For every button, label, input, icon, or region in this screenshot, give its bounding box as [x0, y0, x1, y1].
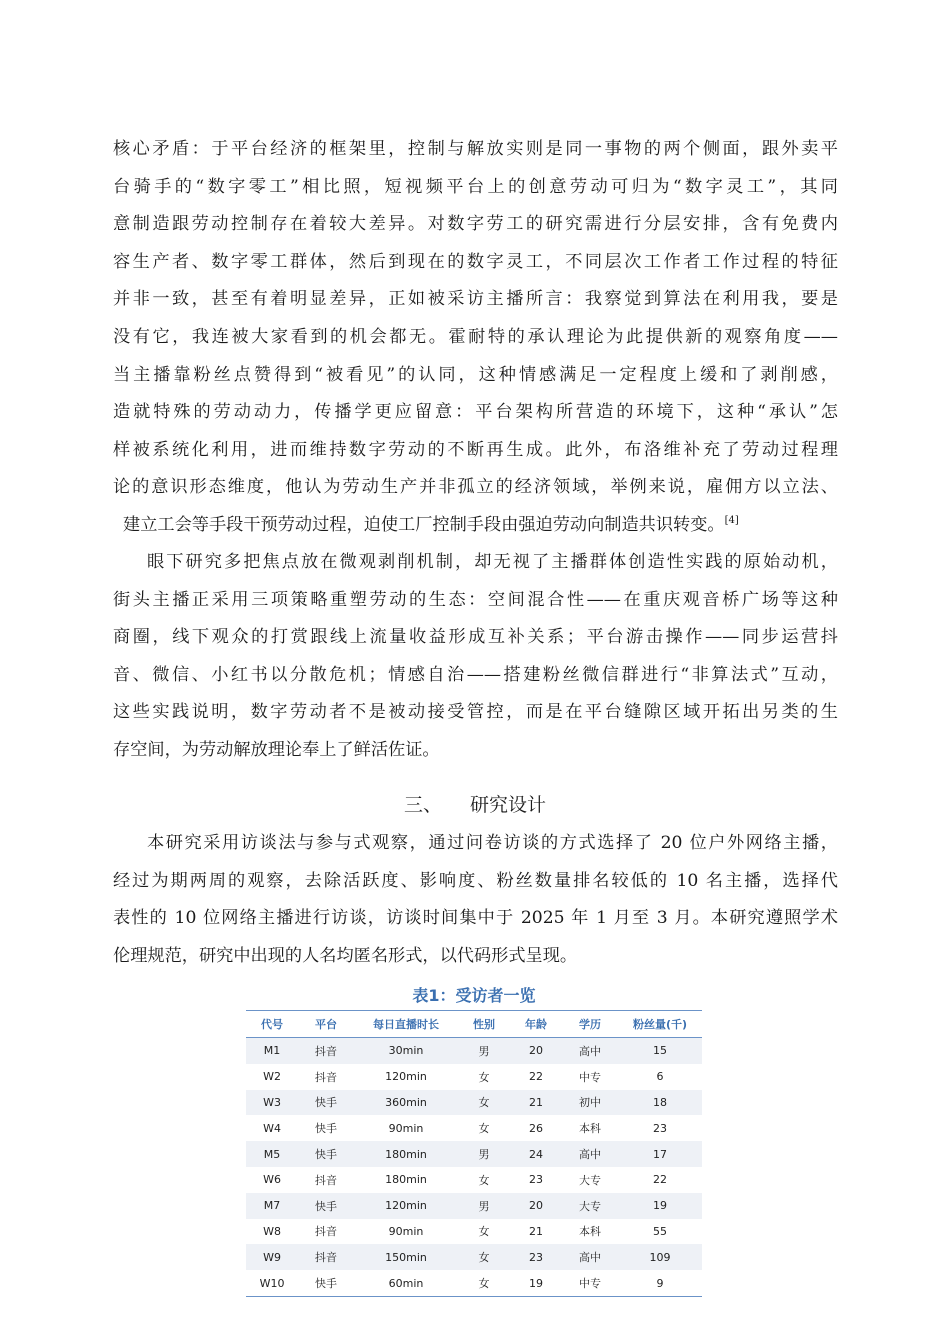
text-line: 当主播靠粉丝点赞得到“被看见”的认同，这种情感满足一定程度上缓和了剥削感，	[113, 364, 838, 385]
text-line: 样被系统化利用，进而维持数字劳动的不断再生成。此外，布洛维补充了劳动过程理	[113, 439, 838, 460]
cell-daily-duration: 150min	[354, 1244, 458, 1270]
cell-age: 20	[510, 1193, 562, 1219]
respondents-table-figure	[246, 982, 702, 1297]
text-line: 表性的 10 位网络主播进行访谈，访谈时间集中于 2025 年 1 月至 3 月。本研究遵照学术	[113, 908, 838, 929]
text-line: 音、微信、小红书以分散危机；情感自治——搭建粉丝微信群进行“非算法式”互动，	[113, 664, 838, 685]
cell-platform: 快手	[298, 1090, 354, 1116]
cell-gender: 女	[458, 1064, 510, 1090]
cell-daily-duration: 90min	[354, 1219, 458, 1245]
table-row	[246, 1193, 702, 1219]
text-line-last	[113, 507, 838, 545]
cell-followers: 6	[618, 1064, 702, 1090]
cell-daily-duration: 120min	[354, 1064, 458, 1090]
header-followers: 粉丝量(千)	[618, 1011, 702, 1038]
cell-education: 高中	[562, 1141, 618, 1167]
text-line: 街头主播正采用三项策略重塑劳动的生态：空间混合性——在重庆观音桥广场等这种	[113, 589, 838, 610]
cell-followers: 19	[618, 1193, 702, 1219]
text-line: 造就特殊的劳动动力，传播学更应留意：平台架构所营造的环境下，这种“承认”怎	[113, 402, 838, 423]
text-line: 经过为期两周的观察，去除活跃度、影响度、粉丝数量排名较低的 10 名主播，选择代	[113, 870, 838, 891]
table-row	[246, 1219, 702, 1245]
cell-platform: 快手	[298, 1270, 354, 1296]
cell-platform: 快手	[298, 1115, 354, 1141]
text-line: 建立工会等手段干预劳动过程，迫使工厂控制手段由强迫劳动向制造共识转变。	[123, 514, 725, 535]
cell-platform: 抖音	[298, 1167, 354, 1193]
cell-gender: 女	[458, 1090, 510, 1116]
cell-education: 中专	[562, 1270, 618, 1296]
table-row	[246, 1270, 702, 1296]
paragraph-1	[113, 131, 838, 545]
cell-daily-duration: 60min	[354, 1270, 458, 1296]
text-line: 并非一致，甚至有着明显差异，正如被采访主播所言：我察觉到算法在利用我，要是	[113, 289, 838, 310]
cell-code: W9	[246, 1244, 298, 1270]
cell-daily-duration: 30min	[354, 1038, 458, 1064]
cell-age: 20	[510, 1038, 562, 1064]
paragraph-2	[113, 544, 838, 770]
cell-code: W2	[246, 1064, 298, 1090]
paragraph-3	[113, 825, 838, 975]
text-line: 伦理规范，研究中出现的人名均匿名形式，以代码形式呈现。	[113, 945, 578, 966]
cell-age: 26	[510, 1115, 562, 1141]
cell-daily-duration: 180min	[354, 1167, 458, 1193]
cell-platform: 快手	[298, 1193, 354, 1219]
cell-followers: 9	[618, 1270, 702, 1296]
cell-followers: 55	[618, 1219, 702, 1245]
text-line: 核心矛盾：于平台经济的框架里，控制与解放实则是同一事物的两个侧面，跟外卖平	[113, 139, 838, 159]
cell-age: 22	[510, 1064, 562, 1090]
section-number: 三、	[403, 794, 442, 816]
cell-followers: 18	[618, 1090, 702, 1116]
cell-education: 大专	[562, 1167, 618, 1193]
table-title: 表1：受访者一览	[412, 986, 536, 1005]
cell-code: M1	[246, 1038, 298, 1064]
cell-gender: 女	[458, 1219, 510, 1245]
cell-gender: 女	[458, 1115, 510, 1141]
cell-code: W8	[246, 1219, 298, 1245]
cell-platform: 抖音	[298, 1064, 354, 1090]
text-line: 这些实践说明，数字劳动者不是被动接受管控，而是在平台缝隙区域开拓出另类的生	[113, 702, 838, 723]
cell-gender: 女	[458, 1270, 510, 1296]
cell-code: W3	[246, 1090, 298, 1116]
table-row	[246, 1038, 702, 1064]
cell-daily-duration: 180min	[354, 1141, 458, 1167]
table-header-row	[246, 1011, 702, 1038]
cell-gender: 女	[458, 1167, 510, 1193]
cell-education: 大专	[562, 1193, 618, 1219]
header-education: 学历	[562, 1011, 618, 1038]
cell-followers: 109	[618, 1244, 702, 1270]
citation-4: [4]	[724, 514, 739, 526]
section-heading	[0, 790, 950, 817]
cell-followers: 22	[618, 1167, 702, 1193]
cell-age: 21	[510, 1090, 562, 1116]
header-daily-duration: 每日直播时长	[354, 1011, 458, 1038]
cell-platform: 抖音	[298, 1244, 354, 1270]
cell-code: W10	[246, 1270, 298, 1296]
section-title: 研究设计	[470, 794, 547, 816]
cell-code: M7	[246, 1193, 298, 1219]
cell-education: 中专	[562, 1064, 618, 1090]
text-line: 意制造跟劳动控制存在着较大差异。对数字劳工的研究需进行分层安排，含有免费内	[113, 214, 838, 235]
header-code: 代号	[246, 1011, 298, 1038]
cell-daily-duration: 360min	[354, 1090, 458, 1116]
table-row	[246, 1141, 702, 1167]
table-row	[246, 1064, 702, 1090]
cell-gender: 男	[458, 1193, 510, 1219]
table-row	[246, 1090, 702, 1116]
cell-platform: 抖音	[298, 1038, 354, 1064]
cell-age: 23	[510, 1167, 562, 1193]
cell-gender: 男	[458, 1038, 510, 1064]
cell-education: 初中	[562, 1090, 618, 1116]
cell-gender: 男	[458, 1141, 510, 1167]
cell-gender: 女	[458, 1244, 510, 1270]
cell-age: 24	[510, 1141, 562, 1167]
text-line: 商圈，线下观众的打赏跟线上流量收益形成互补关系；平台游击操作——同步运营抖	[113, 627, 838, 648]
header-platform: 平台	[298, 1011, 354, 1038]
cell-platform: 抖音	[298, 1219, 354, 1245]
cell-followers: 15	[618, 1038, 702, 1064]
table-row	[246, 1115, 702, 1141]
table-row	[246, 1167, 702, 1193]
text-line: 论的意识形态维度，他认为劳动生产并非孤立的经济领域，举例来说，雇佣方以立法、	[113, 477, 838, 498]
text-line: 存空间，为劳动解放理论奉上了鲜活佐证。	[113, 739, 440, 760]
cell-followers: 17	[618, 1141, 702, 1167]
text-line: 容生产者、数字零工群体，然后到现在的数字灵工，不同层次工作者工作过程的特征	[113, 251, 838, 272]
cell-age: 21	[510, 1219, 562, 1245]
cell-code: M5	[246, 1141, 298, 1167]
cell-code: W6	[246, 1167, 298, 1193]
cell-platform: 快手	[298, 1141, 354, 1167]
text-line: 没有它，我连被大家看到的机会都无。霍耐特的承认理论为此提供新的观察角度——	[113, 326, 838, 347]
cell-followers: 23	[618, 1115, 702, 1141]
cell-daily-duration: 90min	[354, 1115, 458, 1141]
respondents-table	[246, 1010, 702, 1297]
text-line: 台骑手的“数字零工”相比照，短视频平台上的创意劳动可归为“数字灵工”，其同	[113, 176, 838, 197]
cell-education: 本科	[562, 1115, 618, 1141]
cell-education: 高中	[562, 1244, 618, 1270]
table-row	[246, 1244, 702, 1270]
header-gender: 性别	[458, 1011, 510, 1038]
cell-code: W4	[246, 1115, 298, 1141]
cell-daily-duration: 120min	[354, 1193, 458, 1219]
text-line: 眼下研究多把焦点放在微观剥削机制，却无视了主播群体创造性实践的原始动机，	[147, 552, 838, 572]
text-line: 本研究采用访谈法与参与式观察，通过问卷访谈的方式选择了 20 位户外网络主播，	[147, 833, 838, 853]
cell-age: 19	[510, 1270, 562, 1296]
cell-age: 23	[510, 1244, 562, 1270]
cell-education: 高中	[562, 1038, 618, 1064]
cell-education: 本科	[562, 1219, 618, 1245]
header-age: 年龄	[510, 1011, 562, 1038]
